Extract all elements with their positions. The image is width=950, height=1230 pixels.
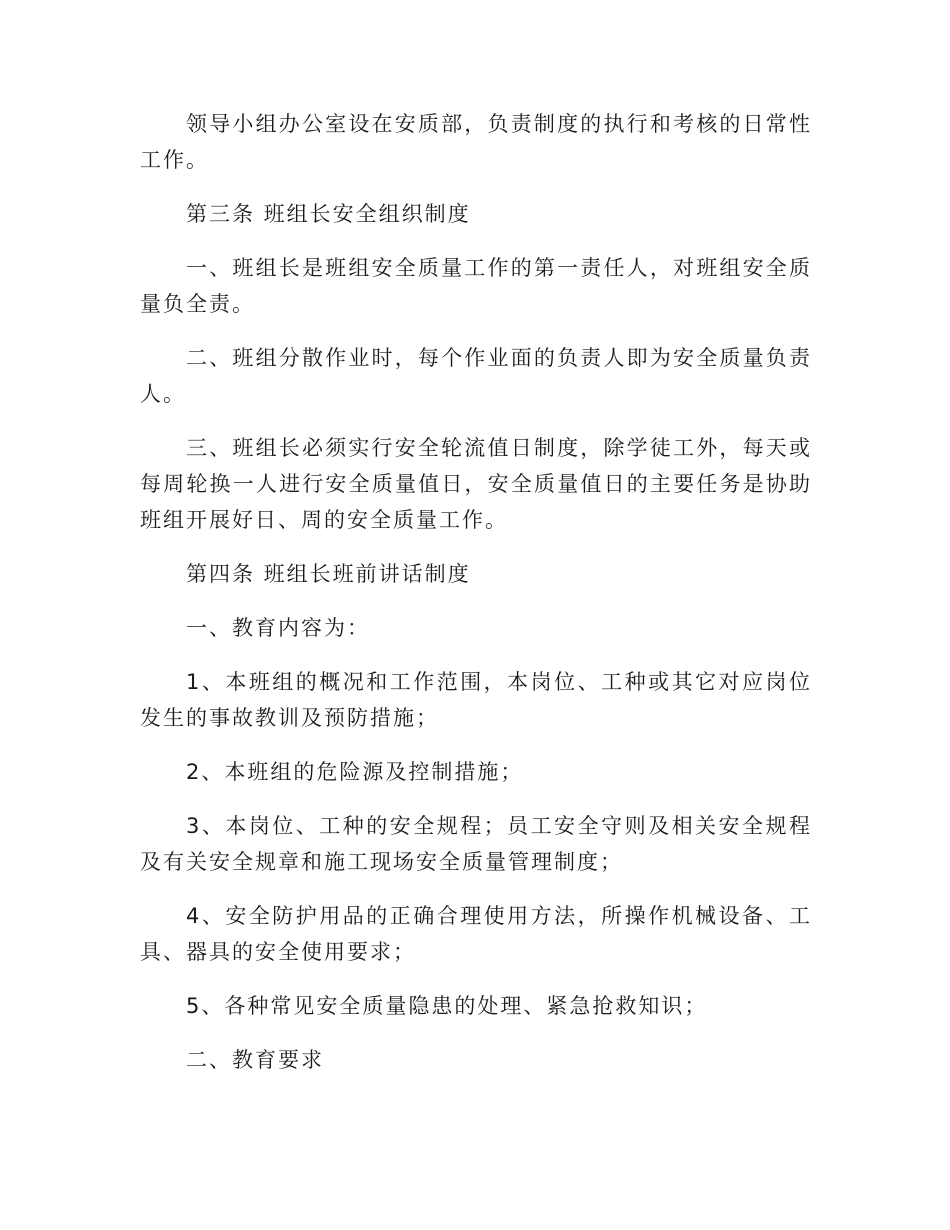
paragraph-office-location: 领导小组办公室设在安质部，负责制度的执行和考核的日常性工作。 <box>140 112 812 172</box>
paragraph-article-3-item-2: 二、班组分散作业时，每个作业面的负责人即为安全质量负责人。 <box>140 346 812 406</box>
paragraph-article-3-item-3: 三、班组长必须实行安全轮流值日制度，除学徒工外，每天或每周轮换一人进行安全质量值日，安全质量值日的主要任务是协助班组开展好日、周的安全质量工作。 <box>140 436 812 532</box>
list-item-2: 2、本班组的危险源及控制措施； <box>186 760 524 784</box>
document-body <box>140 106 812 1096</box>
list-item-4: 4、安全防护用品的正确合理使用方法，所操作机械设备、工具、器具的安全使用要求； <box>140 904 812 964</box>
list-item-3: 3、本岗位、工种的安全规程；员工安全守则及相关安全规程及有关安全规章和施工现场安全质量管理制度； <box>140 814 812 874</box>
heading-article-3: 第三条 班组长安全组织制度 <box>186 202 471 226</box>
paragraph-education-requirements: 二、教育要求 <box>186 1048 324 1072</box>
list-item-1: 1、本班组的概况和工作范围，本岗位、工种或其它对应岗位发生的事故教训及预防措施； <box>140 670 812 730</box>
paragraph-article-3-item-1: 一、班组长是班组安全质量工作的第一责任人，对班组安全质量负全责。 <box>140 256 812 316</box>
heading-article-4: 第四条 班组长班前讲话制度 <box>186 562 471 586</box>
list-item-5: 5、各种常见安全质量隐患的处理、紧急抢救知识； <box>186 994 708 1018</box>
paragraph-education-content: 一、教育内容为： <box>186 616 370 640</box>
